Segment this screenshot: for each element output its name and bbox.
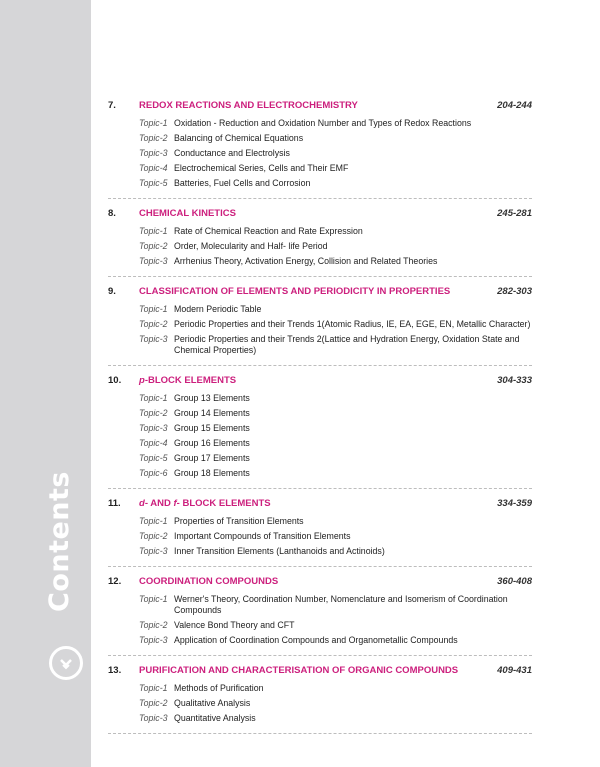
topic-text: Application of Coordination Compounds and Organometallic Compounds [174,635,458,645]
chevron-circle-icon [49,646,83,680]
topic-label: Topic-1 [139,304,168,314]
topic-text: Quantitative Analysis [174,713,256,723]
table-of-contents [108,96,532,739]
topic-label: Topic-3 [139,713,168,723]
topic-label: Topic-3 [139,148,168,158]
toc-section [108,494,532,567]
topic-text: Electrochemical Series, Cells and Their EMF [174,163,349,173]
section-heading[interactable] [108,375,532,391]
topic-row[interactable] [108,696,532,711]
topic-row[interactable] [108,391,532,406]
section-number: 12. [108,576,122,587]
topic-text: Important Compounds of Transition Elements [174,531,351,541]
topic-label: Topic-1 [139,683,168,693]
topic-label: Topic-3 [139,546,168,556]
topic-label: Topic-2 [139,698,168,708]
topic-label: Topic-4 [139,163,168,173]
topic-row[interactable] [108,529,532,544]
topic-text: Order, Molecularity and Half- life Period [174,241,328,251]
topic-text: Conductance and Electrolysis [174,148,290,158]
topic-text: Group 17 Elements [174,453,250,463]
topic-label: Topic-1 [139,226,168,236]
topic-label: Topic-3 [139,635,168,645]
section-title: d- AND f- BLOCK ELEMENTS [139,498,271,509]
topic-label: Topic-1 [139,516,168,526]
topic-row[interactable] [108,592,532,618]
topic-label: Topic-5 [139,178,168,188]
section-title: PURIFICATION AND CHARACTERISATION OF ORGANIC COMPOUNDS [139,665,459,676]
section-heading[interactable] [108,498,532,514]
topic-text: Valence Bond Theory and CFT [174,620,295,630]
topic-row[interactable] [108,711,532,726]
section-title: p-BLOCK ELEMENTS [139,375,237,386]
toc-section [108,371,532,489]
topic-text: Arrhenius Theory, Activation Energy, Collision and Related Theories [174,256,438,266]
toc-section [108,204,532,277]
topic-text: Batteries, Fuel Cells and Corrosion [174,178,311,188]
section-title: CHEMICAL KINETICS [139,208,236,219]
section-pages: 334-359 [497,498,532,509]
section-number: 9. [108,286,116,297]
section-pages: 409-431 [497,665,532,676]
topic-row[interactable] [108,116,532,131]
topic-text: Inner Transition Elements (Lanthanoids and Actinoids) [174,546,385,556]
section-number: 11. [108,498,121,509]
topic-text: Qualitative Analysis [174,698,251,708]
topic-text: Group 15 Elements [174,423,250,433]
toc-section [108,96,532,199]
topic-row[interactable] [108,239,532,254]
section-title: REDOX REACTIONS AND ELECTROCHEMISTRY [139,100,358,111]
section-title: COORDINATION COMPOUNDS [139,576,279,587]
topic-label: Topic-3 [139,334,168,344]
section-pages: 304-333 [497,375,532,386]
toc-section [108,661,532,734]
section-number: 7. [108,100,116,111]
topic-text: Group 16 Elements [174,438,250,448]
topic-label: Topic-2 [139,620,168,630]
section-pages: 245-281 [497,208,532,219]
toc-section [108,282,532,366]
section-number: 8. [108,208,116,219]
topic-label: Topic-2 [139,133,168,143]
topic-label: Topic-3 [139,423,168,433]
section-pages: 204-244 [497,100,532,111]
topic-label: Topic-3 [139,256,168,266]
topic-row[interactable] [108,451,532,466]
topic-row[interactable] [108,618,532,633]
topic-text: Rate of Chemical Reaction and Rate Expression [174,226,363,236]
topic-label: Topic-4 [139,438,168,448]
topic-row[interactable] [108,633,532,648]
topic-label: Topic-2 [139,531,168,541]
sidebar-title: Contents [44,470,75,612]
topic-row[interactable] [108,317,532,332]
topic-row[interactable] [108,681,532,696]
section-heading[interactable] [108,100,532,116]
topic-text: Group 18 Elements [174,468,250,478]
topic-row[interactable] [108,254,532,269]
topic-text: Properties of Transition Elements [174,516,304,526]
topic-label: Topic-1 [139,118,168,128]
topic-label: Topic-5 [139,453,168,463]
topic-text: Oxidation - Reduction and Oxidation Number and Types of Redox Reactions [174,118,472,128]
topic-row[interactable] [108,436,532,451]
topic-label: Topic-2 [139,319,168,329]
toc-section [108,572,532,656]
topic-row[interactable] [108,421,532,436]
topic-row[interactable] [108,161,532,176]
topic-row[interactable] [108,544,532,559]
section-heading[interactable] [108,286,532,302]
section-pages: 360-408 [497,576,532,587]
section-heading[interactable] [108,208,532,224]
topic-label: Topic-2 [139,241,168,251]
topic-text: Periodic Properties and their Trends 1(Atomic Radius, IE, EA, EGE, EN, Metallic Character) [174,319,531,329]
topic-row[interactable] [108,406,532,421]
section-title: CLASSIFICATION OF ELEMENTS AND PERIODICITY IN PROPERTIES [139,286,451,297]
topic-row[interactable] [108,224,532,239]
topic-text: Modern Periodic Table [174,304,262,314]
section-heading[interactable] [108,576,532,592]
topic-row[interactable] [108,131,532,146]
topic-row[interactable] [108,302,532,317]
topic-text: Balancing of Chemical Equations [174,133,304,143]
section-number: 13. [108,665,122,676]
topic-text: Group 13 Elements [174,393,250,403]
topic-label: Topic-1 [139,594,168,604]
topic-row[interactable] [108,176,532,191]
section-pages: 282-303 [497,286,532,297]
topic-row[interactable] [108,466,532,481]
topic-label: Topic-6 [139,468,168,478]
section-heading[interactable] [108,665,532,681]
topic-label: Topic-1 [139,393,168,403]
sidebar [0,0,91,767]
topic-text: Group 14 Elements [174,408,250,418]
topic-label: Topic-2 [139,408,168,418]
topic-text: Werner's Theory, Coordination Number, Nomenclature and Isomerism of Coordination Compounds [174,594,508,615]
topic-row[interactable] [108,514,532,529]
topic-row[interactable] [108,332,532,358]
topic-text: Methods of Purification [174,683,264,693]
section-number: 10. [108,375,122,386]
topic-text: Periodic Properties and their Trends 2(Lattice and Hydration Energy, Oxidation State and Chemical Properties) [174,334,520,355]
topic-row[interactable] [108,146,532,161]
